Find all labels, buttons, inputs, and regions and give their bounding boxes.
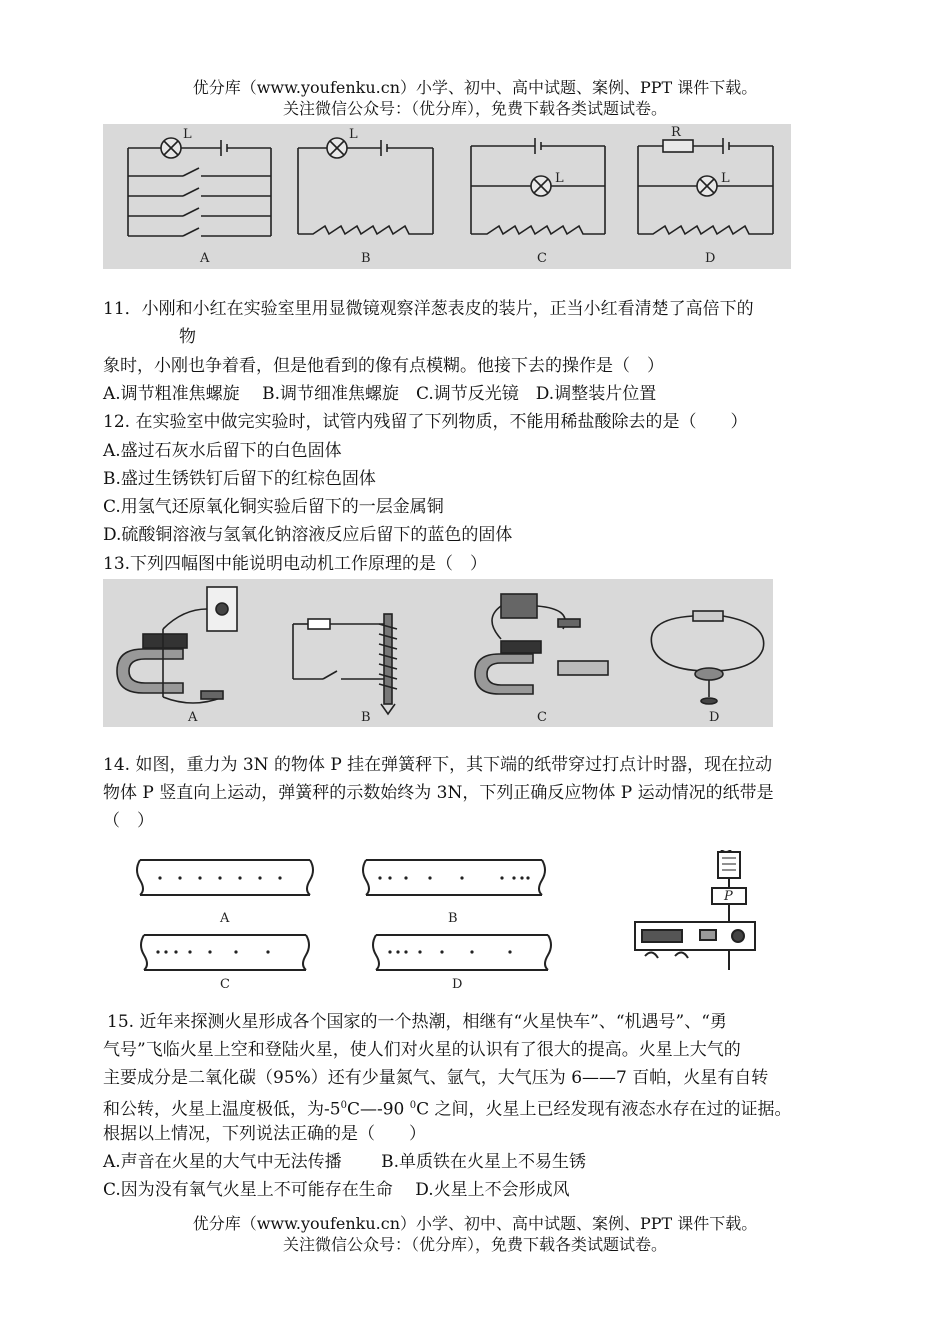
circuit-label-a: A [200,251,210,266]
circuit-a [128,138,271,236]
resistor-label-d: R [671,125,681,140]
lamp-label-a: L [183,127,192,142]
q12-option-b: B.盛过生锈铁钉后留下的红棕色固体 [103,469,376,489]
figure-d-solenoid [651,611,763,704]
figure-a-generator [117,587,237,703]
circuit-diagrams [103,124,791,269]
circuit-b [298,138,433,234]
q12-stem: 12. 在实验室中做完实验时，试管内残留了下列物质，不能用稀盐酸除去的是（ ） [103,412,748,432]
figure-c-motor [475,594,608,694]
q12-option-c: C.用氢气还原氧化铜实验后留下的一层金属铜 [103,497,444,517]
circuit-c [471,138,605,234]
header-line-2: 关注微信公众号：（优分库），免费下载各类试题试卷。 [282,99,667,118]
q15-line-1: 15. 近年来探测火星形成各个国家的一个热潮，相继有“火星快车”、“机遇号”、“勇 [107,1012,727,1032]
q15-options-row-1: A.声音在火星的大气中无法传播 B.单质铁在火星上不易生锈 [103,1152,586,1172]
figure-label-c: C [537,710,547,725]
motor-figure [103,579,773,727]
q14-line-1: 14. 如图，重力为 3N 的物体 P 挂在弹簧秤下，其下端的纸带穿过打点计时器，现在拉动 [103,755,773,775]
circuit-label-b: B [361,251,371,266]
figure-label-d: D [709,710,720,725]
figure-b-electromagnet [293,614,397,714]
tape-label-a: A [220,911,230,926]
q15-line-5: 根据以上情况，下列说法正确的是（ ） [103,1124,426,1144]
lamp-label-b: L [349,127,358,142]
tape-figure [130,850,770,990]
q15-line-4-part-a: 和公转，火星上温度极低，为-5 [103,1099,341,1120]
degree-superscript-1: 0 [340,1100,347,1111]
circuit-d [638,138,773,234]
q14-line-2: 物体 P 竖直向上运动，弹簧秤的示数始终为 3N，下列正确反应物体 P 运动情况的纸带是 [103,783,774,803]
circuit-label-d: D [705,251,716,266]
spring-scale-apparatus [635,850,755,970]
q11-stem-line-1b: 物 [179,327,196,347]
q13-stem: 13.下列四幅图中能说明电动机工作原理的是（ ） [103,554,488,574]
lamp-label-c: L [555,171,564,186]
tape-label-b: B [448,911,458,926]
tape-dots [156,876,529,953]
q15-line-3: 主要成分是二氧化碳（95%）还有少量氮气、氩气，大气压为 6——7 百帕，火星有自转 [103,1068,769,1088]
q11-stem-line-1: 11．小刚和小红在实验室里用显微镜观察洋葱表皮的装片，正当小红看清楚了高倍下的 [103,299,754,319]
header-line-1: 优分库（www.youfenku.cn）小学、初中、高中试题、案例、PPT 课件下载。 [192,78,758,97]
footer-line-2: 关注微信公众号：（优分库），免费下载各类试题试卷。 [282,1235,667,1254]
tape-label-c: C [220,977,230,990]
q15-line-4 [103,1094,792,1122]
q12-option-d: D.硫酸铜溶液与氢氧化钠溶液反应后留下的蓝色的固体 [103,525,513,545]
q14-line-3: （ ） [103,811,154,831]
q12-option-a: A.盛过石灰水后留下的白色固体 [103,441,342,461]
lamp-label-d: L [721,171,730,186]
tape-label-d: D [452,977,463,990]
q15-line-4-part-b: C—-90 [346,1099,410,1120]
motor-diagrams [103,579,773,727]
tape-diagrams [130,850,770,990]
footer-line-1: 优分库（www.youfenku.cn）小学、初中、高中试题、案例、PPT 课件下载。 [192,1214,758,1233]
q11-stem-line-2: 象时，小刚也争着看，但是他看到的像有点模糊。他接下去的操作是（ ） [103,356,664,376]
tape-d [373,935,551,970]
figure-label-b: B [361,710,371,725]
q11-options: A.调节粗准焦螺旋 B.调节细准焦螺旋 C.调节反光镜 D.调整装片位置 [103,384,657,404]
object-p-label: P [724,889,733,904]
q15-line-4-part-c: C 之间，火星上已经发现有液态水存在过的证据。 [416,1099,792,1120]
degree-superscript-2: 0 [409,1100,417,1111]
figure-label-a: A [188,710,198,725]
q15-line-2: 气号”飞临火星上空和登陆火星，使人们对火星的认识有了很大的提高。火星上大气的 [103,1040,741,1060]
tape-a [137,860,313,895]
q15-options-row-2: C.因为没有氧气火星上不可能存在生命 D.火星上不会形成风 [103,1180,570,1200]
circuit-label-c: C [537,251,547,266]
circuit-figure [103,124,791,269]
